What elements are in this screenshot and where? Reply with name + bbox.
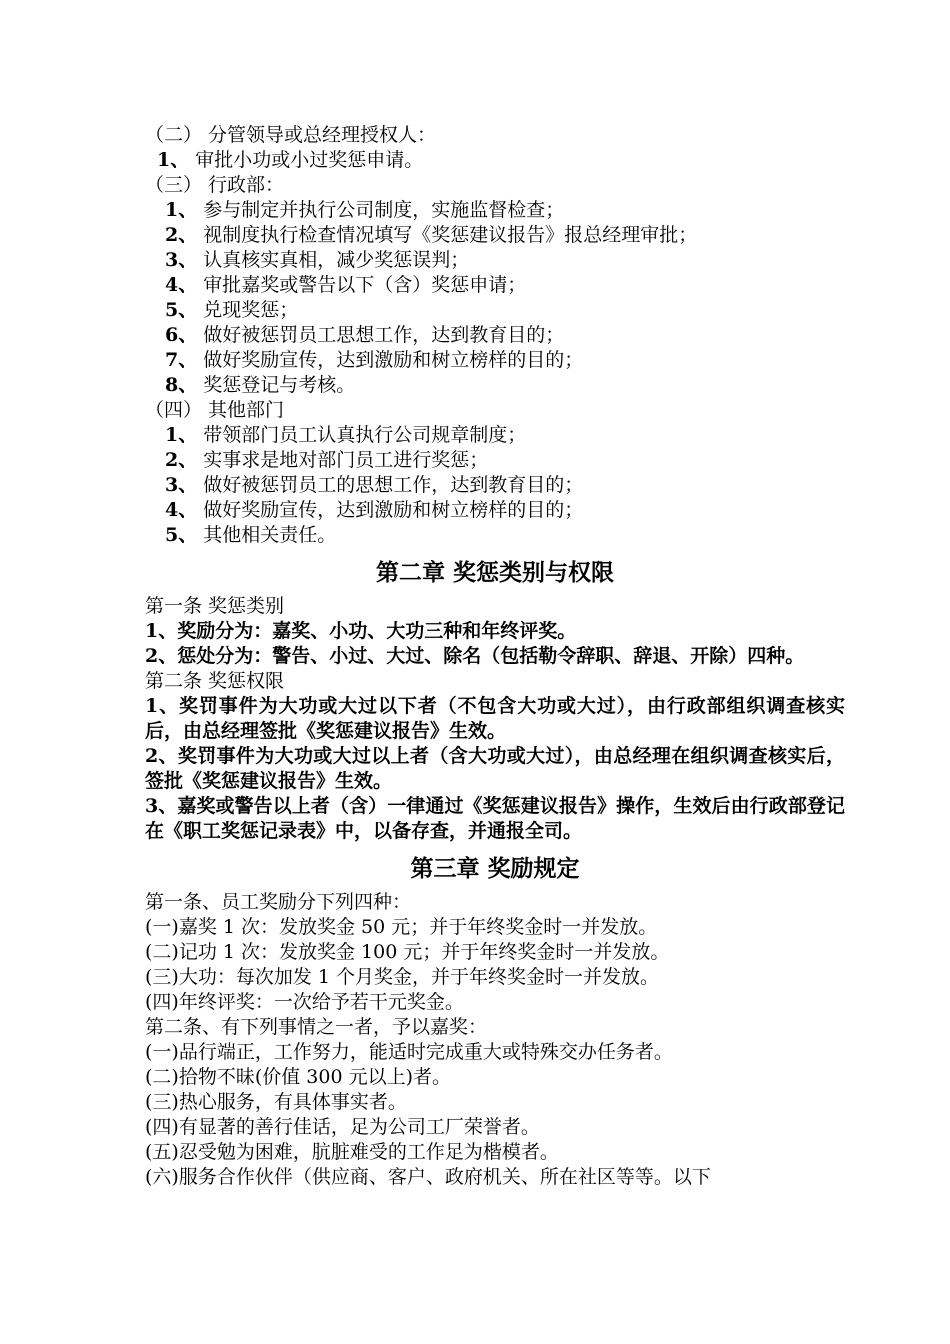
list-item — [145, 248, 845, 273]
list-item — [145, 423, 845, 448]
list-item — [145, 223, 845, 248]
subsection-label-4: （四） 其他部门 — [145, 399, 285, 421]
list-item — [145, 373, 845, 398]
item-number: 8、 — [165, 374, 198, 396]
list-item: (三)大功：每次加发 1 个月奖金，并于年终奖金时一并发放。 — [145, 966, 659, 988]
list-item — [145, 448, 845, 473]
item-text: 兑现奖惩； — [197, 299, 299, 321]
item-number: 5、 — [165, 524, 198, 546]
article-title: 第一条 奖惩类别 — [145, 595, 285, 617]
chapter-2-title: 第二章 奖惩类别与权限 — [375, 560, 614, 586]
paragraph: 2、奖罚事件为大功或大过以上者（含大功或大过），由总经理在组织调查核实后，签批《奖惩建议报告》生效。 — [145, 745, 845, 792]
list-item: (六)服务合作伙伴（供应商、客户、政府机关、所在社区等等。以下 — [145, 1166, 711, 1188]
article-title: 第二条、有下列事情之一者，予以嘉奖： — [145, 1016, 488, 1038]
list-item: (一)品行端正，工作努力，能适时完成重大或特殊交办任务者。 — [145, 1041, 673, 1063]
paragraph: 2、惩处分为：警告、小过、大过、除名（包括勒令辞职、辞退、开除）四种。 — [145, 645, 805, 667]
item-text: 做好被惩罚员工思想工作，达到教育目的； — [197, 324, 565, 346]
item-number: 3、 — [165, 474, 198, 496]
list-item — [145, 148, 845, 173]
paragraph: 1、奖罚事件为大功或大过以下者（不包含大功或大过），由行政部组织调查核实后，由总经理签批《奖惩建议报告》生效。 — [145, 695, 845, 742]
item-number: 4、 — [165, 274, 198, 296]
list-item — [145, 323, 845, 348]
item-text: 带领部门员工认真执行公司规章制度； — [197, 424, 527, 446]
list-item — [145, 473, 845, 498]
item-text: 做好奖励宣传，达到激励和树立榜样的目的； — [197, 349, 584, 371]
item-text: 奖惩登记与考核。 — [197, 374, 356, 396]
item-number: 5、 — [165, 299, 198, 321]
article-title: 第一条、员工奖励分下列四种： — [145, 891, 412, 913]
item-text: 参与制定并执行公司制度，实施监督检查； — [197, 199, 565, 221]
chapter-3-title: 第三章 奖励规定 — [410, 856, 580, 882]
list-item: (二)记功 1 次：发放奖金 100 元；并于年终奖金时一并发放。 — [145, 941, 670, 963]
list-item — [145, 198, 845, 223]
list-item — [145, 523, 845, 548]
item-number: 7、 — [165, 349, 198, 371]
item-number: 1、 — [157, 149, 190, 171]
list-item: (五)忍受勉为困难，肮脏难受的工作足为楷模者。 — [145, 1141, 559, 1163]
list-item: (三)热心服务，有具体事实者。 — [145, 1091, 407, 1113]
item-text: 做好奖励宣传，达到激励和树立榜样的目的； — [197, 499, 584, 521]
item-text: 审批小功或小过奖惩申请。 — [189, 149, 424, 171]
paragraph: 3、嘉奖或警告以上者（含）一律通过《奖惩建议报告》操作，生效后由行政部登记在《职工奖惩记录表》中，以备存查，并通报全司。 — [145, 795, 845, 842]
item-number: 6、 — [165, 324, 198, 346]
item-number: 1、 — [165, 424, 198, 446]
item-number: 2、 — [165, 224, 198, 246]
item-number: 1、 — [165, 199, 198, 221]
item-number: 4、 — [165, 499, 198, 521]
list-item — [145, 498, 845, 523]
list-item: (四)有显著的善行佳话，足为公司工厂荣誉者。 — [145, 1116, 540, 1138]
item-number: 3、 — [165, 249, 198, 271]
list-item: (二)拾物不昧(价值 300 元以上)者。 — [145, 1066, 451, 1088]
item-text: 审批嘉奖或警告以下（含）奖惩申请； — [197, 274, 527, 296]
document-body — [145, 123, 845, 1190]
list-item — [145, 348, 845, 373]
article-title: 第二条 奖惩权限 — [145, 670, 285, 692]
item-text: 认真核实真相，减少奖惩误判； — [197, 249, 470, 271]
list-item — [145, 273, 845, 298]
paragraph: 1、奖励分为：嘉奖、小功、大功三种和年终评奖。 — [145, 620, 577, 642]
list-item: (四)年终评奖：一次给予若干元奖金。 — [145, 991, 464, 1013]
subsection-label-3: （三） 行政部： — [145, 174, 285, 196]
item-text: 实事求是地对部门员工进行奖惩； — [197, 449, 489, 471]
item-text: 其他相关责任。 — [197, 524, 337, 546]
subsection-label-2: （二） 分管领导或总经理授权人： — [145, 124, 437, 146]
item-text: 做好被惩罚员工的思想工作，达到教育目的； — [197, 474, 584, 496]
item-number: 2、 — [165, 449, 198, 471]
list-item — [145, 298, 845, 323]
list-item: (一)嘉奖 1 次：发放奖金 50 元；并于年终奖金时一并发放。 — [145, 916, 658, 938]
item-text: 视制度执行检查情况填写《奖惩建议报告》报总经理审批； — [197, 224, 698, 246]
